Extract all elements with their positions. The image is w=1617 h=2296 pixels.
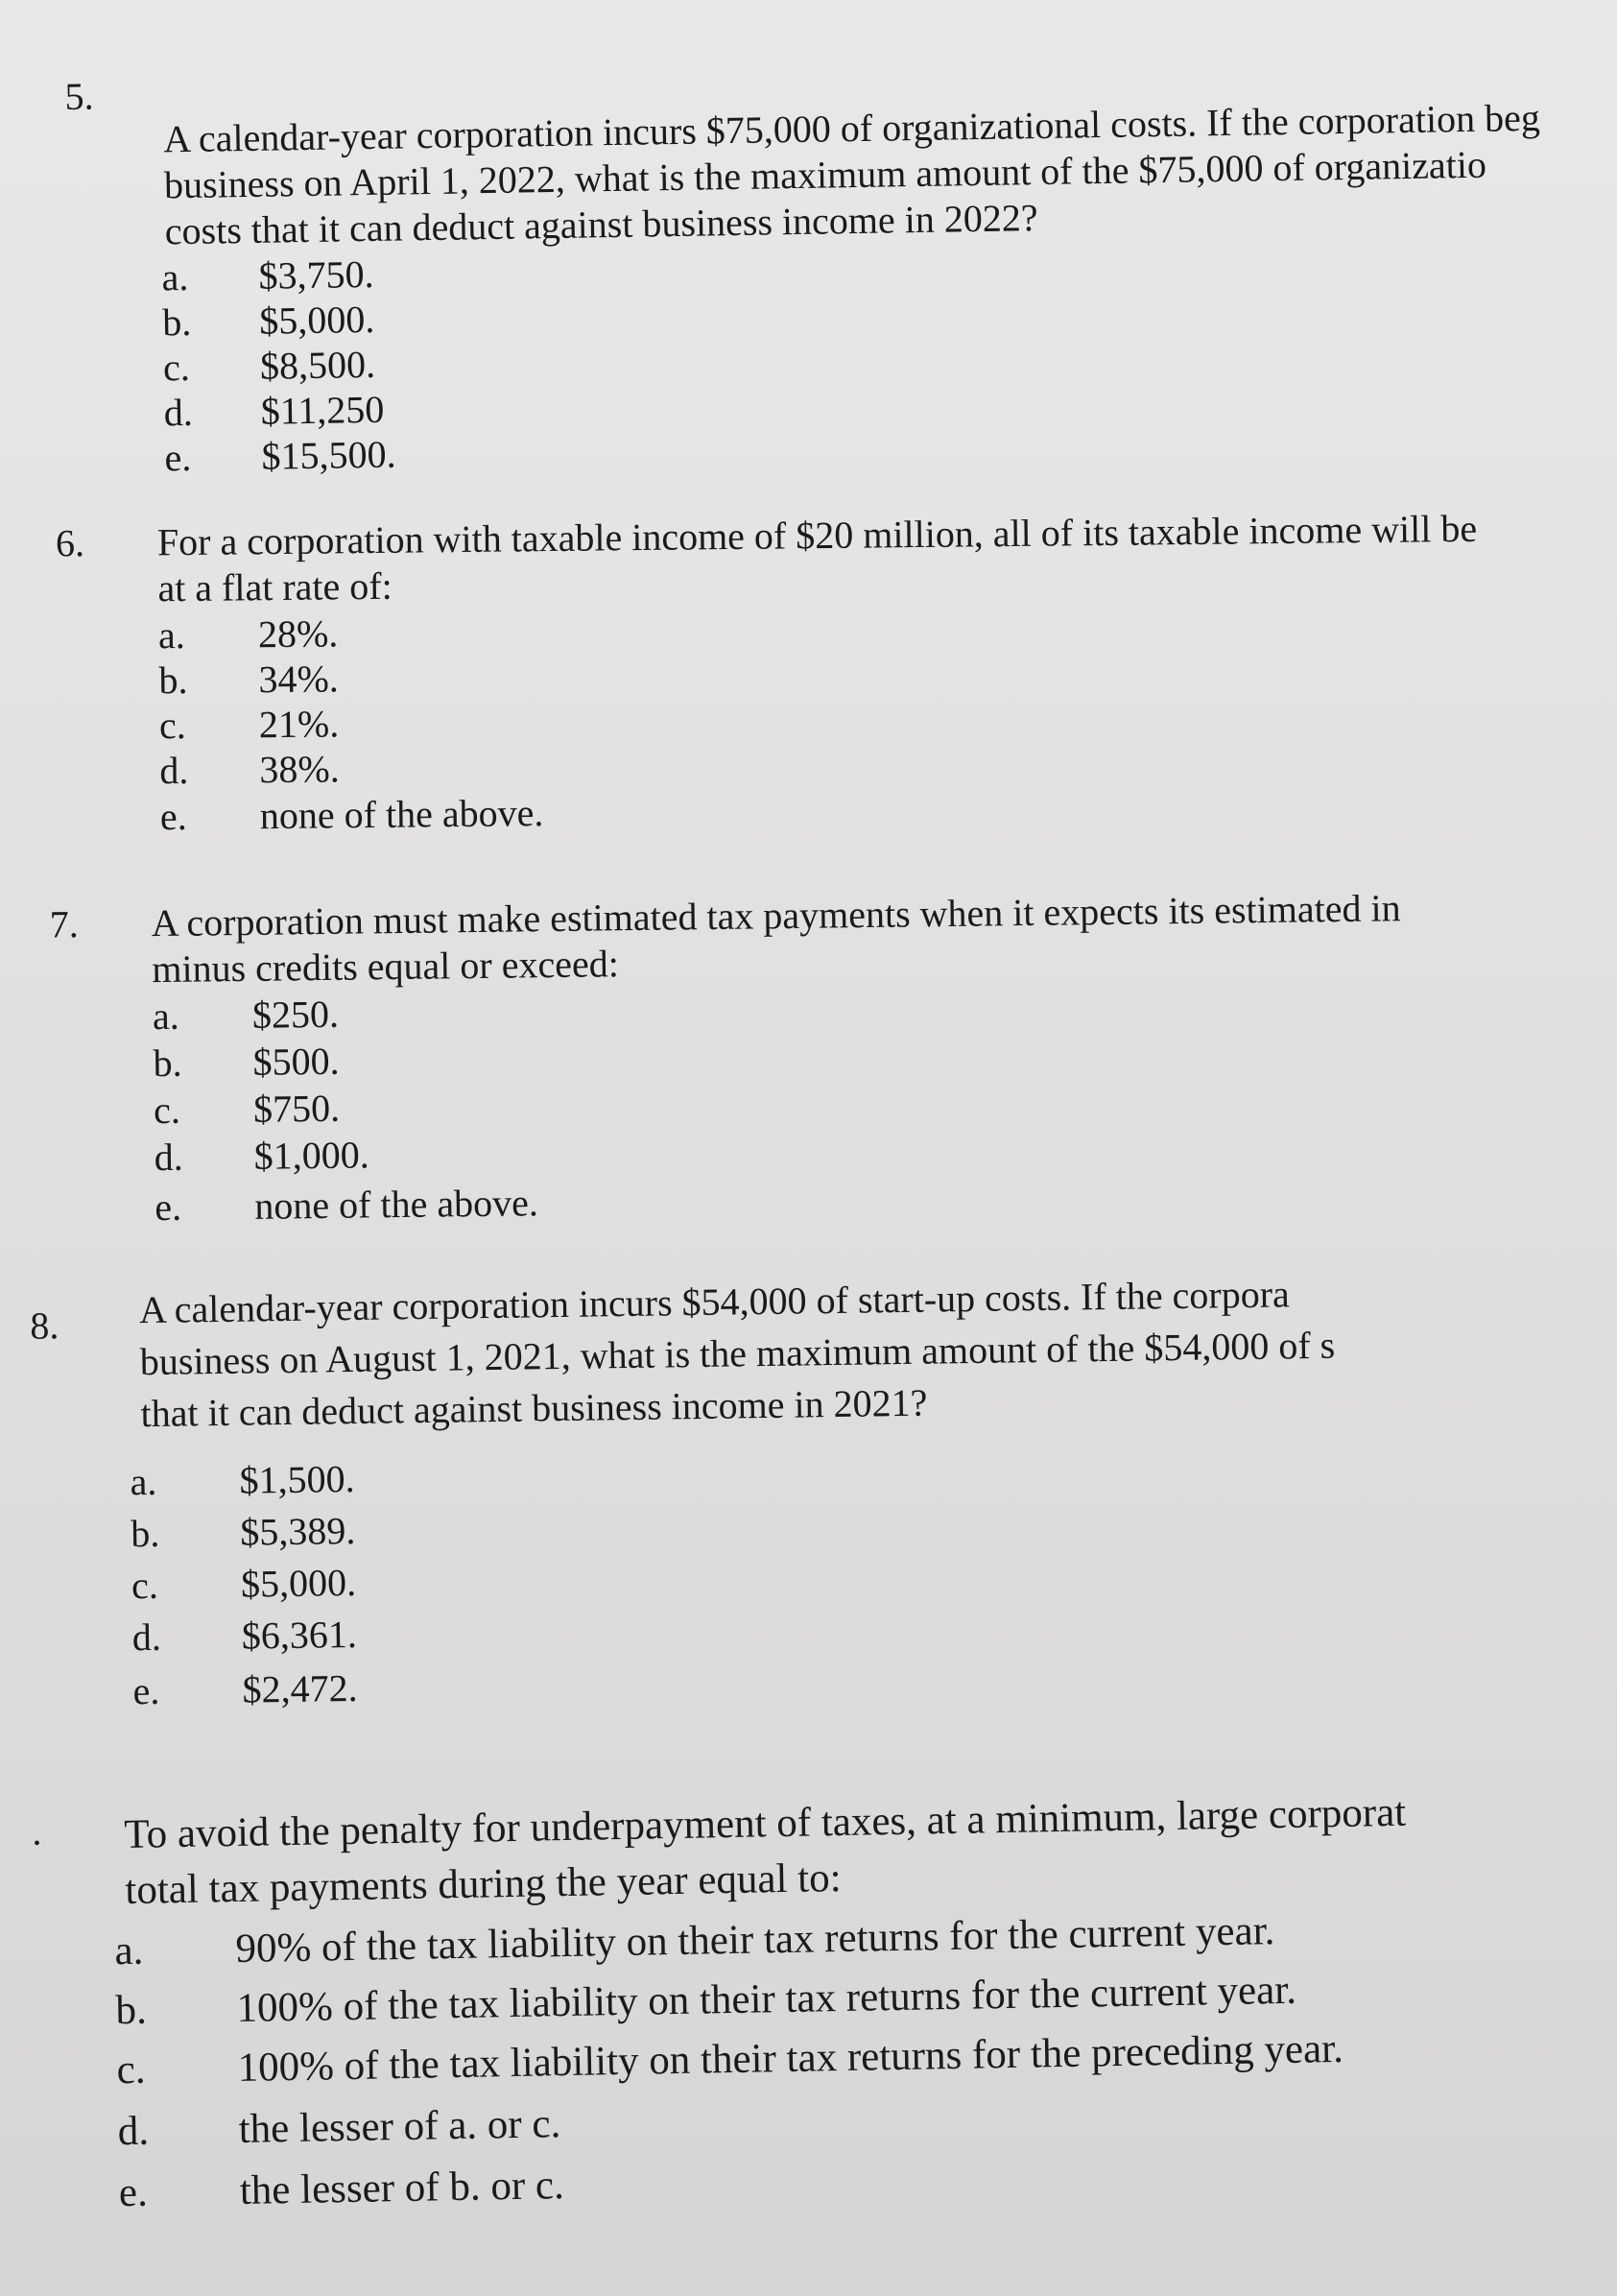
option-letter: e. [164, 435, 192, 480]
option-b [161, 297, 375, 345]
option-letter: a. [130, 1459, 157, 1504]
option-letter: d. [163, 390, 194, 435]
question-text [151, 882, 1617, 993]
question-line: business on April 1, 2022, what is the maximum amount of the $75,000 of organizatio [163, 142, 1487, 207]
option-letter: c. [131, 1563, 159, 1608]
question-number: 6. [55, 521, 85, 565]
option-letter: e. [132, 1668, 160, 1713]
option-d [131, 1612, 358, 1660]
option-d [159, 747, 340, 793]
option-letter: b. [158, 658, 188, 703]
question-number: 5. [64, 74, 94, 118]
option-e [118, 2163, 565, 2217]
option-b [131, 1508, 356, 1556]
question-line: that it can deduct against business income in 2021? [140, 1380, 928, 1436]
option-text: $8,500. [259, 342, 376, 388]
option-letter: c. [158, 704, 186, 748]
option-text: 38%. [259, 747, 340, 792]
option-letter: c. [116, 2046, 146, 2093]
option-text: $1,500. [239, 1456, 355, 1502]
option-text: $250. [251, 992, 340, 1037]
option-letter: b. [153, 1040, 182, 1086]
option-text: $750. [252, 1086, 341, 1131]
question-line: costs that it can deduct against business income in 2022? [164, 196, 1038, 253]
option-d [117, 2101, 561, 2156]
option-text: 21%. [258, 702, 340, 747]
option-text: the lesser of b. or c. [239, 2163, 565, 2213]
option-text: $1,000. [253, 1133, 369, 1178]
question-line: A corporation must make estimated tax payments when it expects its estimated in [151, 886, 1401, 945]
question-line: A calendar-year corporation incurs $75,000 of organizational costs. If the corporation beg [162, 95, 1541, 161]
option-b [115, 1967, 1297, 2035]
option-letter: b. [115, 1987, 148, 2034]
option-letter: e. [155, 1184, 182, 1230]
question-line: For a corporation with taxable income of $20 million, all of its taxable income will be [156, 506, 1478, 564]
option-a [152, 992, 340, 1039]
option-letter: a. [152, 993, 179, 1039]
option-letter: c. [153, 1088, 181, 1133]
option-text: $5,000. [258, 297, 375, 343]
option-text: none of the above. [259, 791, 544, 838]
option-letter: a. [114, 1927, 144, 1974]
option-d [154, 1133, 369, 1180]
option-text: $500. [252, 1039, 340, 1084]
question-line: at a flat rate of: [157, 563, 392, 610]
option-d [163, 387, 385, 435]
option-text: 28%. [257, 611, 339, 657]
option-letter: a. [161, 254, 189, 299]
question-line: A calendar-year corporation incurs $54,000 of start-up costs. If the corpora [138, 1272, 1291, 1332]
option-letter: d. [159, 748, 189, 793]
option-text: 90% of the tax liability on their tax returns for the current year. [235, 1908, 1275, 1973]
option-text: the lesser of a. or c. [238, 2101, 561, 2152]
question-number: 8. [29, 1303, 59, 1348]
question-text [163, 93, 1617, 254]
option-e [159, 791, 544, 839]
option-text: $2,472. [242, 1665, 358, 1711]
option-letter: a. [157, 613, 185, 658]
option-e [164, 432, 396, 480]
option-text: 34%. [258, 657, 339, 702]
question-number: 7. [49, 902, 80, 946]
option-letter: b. [131, 1511, 160, 1556]
option-e [155, 1181, 539, 1230]
option-c [116, 2025, 1344, 2094]
option-letter: d. [117, 2108, 150, 2155]
question-text [124, 1782, 1617, 1919]
option-a [114, 1908, 1275, 1975]
option-b [158, 657, 339, 703]
option-text: $5,000. [240, 1560, 357, 1606]
option-a [161, 251, 374, 299]
option-text: $5,389. [239, 1508, 356, 1554]
option-a [130, 1456, 355, 1504]
question-line: To avoid the penalty for underpayment of taxes, at a minimum, large corporat [123, 1789, 1407, 1858]
option-e [132, 1665, 358, 1713]
question-text [157, 504, 1617, 611]
option-a [157, 611, 339, 658]
option-text: 100% of the tax liability on their tax returns for the preceding year. [237, 2025, 1344, 2092]
option-text: $15,500. [261, 432, 396, 478]
option-letter: d. [131, 1614, 162, 1660]
option-text: 100% of the tax liability on their tax returns for the current year. [236, 1967, 1297, 2032]
question-number: . [31, 1809, 42, 1854]
option-letter: b. [161, 299, 192, 345]
option-letter: e. [118, 2169, 149, 2216]
option-letter: e. [159, 795, 187, 839]
option-letter: d. [154, 1135, 184, 1180]
option-text: none of the above. [254, 1181, 539, 1228]
option-text: $11,250 [260, 387, 385, 433]
question-text [139, 1263, 1617, 1440]
question-line: total tax payments during the year equal to: [124, 1855, 843, 1914]
option-text: $3,750. [258, 251, 374, 298]
option-b [153, 1039, 340, 1086]
option-c [131, 1560, 357, 1608]
option-c [153, 1086, 341, 1133]
option-c [162, 342, 376, 390]
option-c [158, 702, 340, 748]
question-line: minus credits equal or exceed: [152, 942, 620, 992]
option-text: $6,361. [241, 1612, 358, 1658]
question-line: business on August 1, 2021, what is the maximum amount of the $54,000 of s [139, 1323, 1336, 1384]
option-letter: c. [162, 345, 191, 390]
